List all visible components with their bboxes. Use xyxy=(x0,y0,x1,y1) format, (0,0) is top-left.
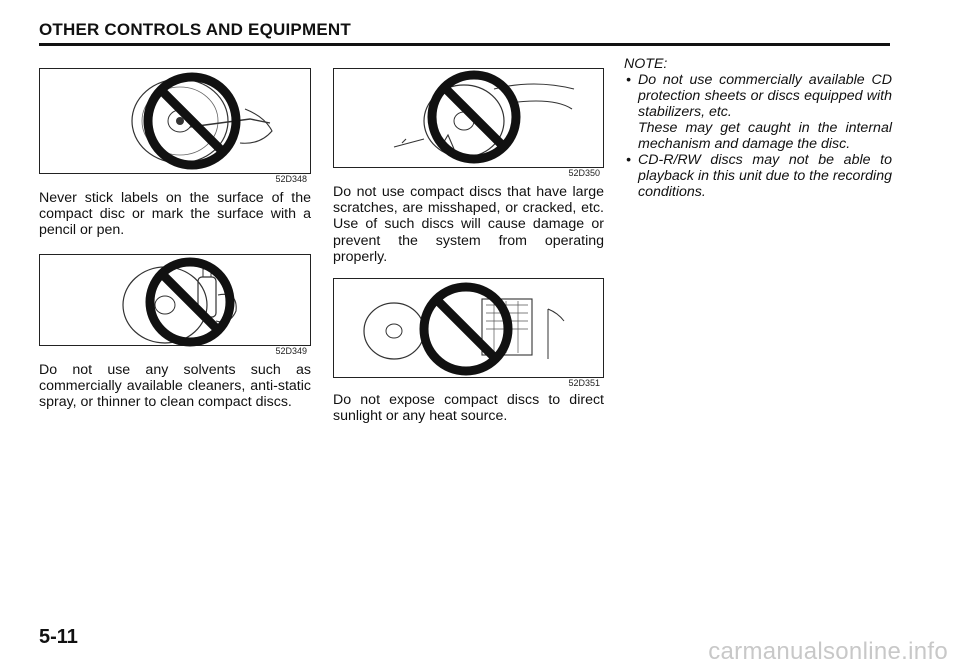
note-item xyxy=(624,152,892,200)
figure-damaged-disc xyxy=(333,68,604,178)
figure-heat-exposure xyxy=(333,278,604,389)
disc-marking-illustration xyxy=(40,69,312,175)
column-left xyxy=(39,68,311,410)
figure-code: 52D349 xyxy=(275,345,307,356)
damaged-disc-illustration xyxy=(334,69,605,169)
paragraph-heat: Do not expose compact discs to direct sunlight or any heat source. xyxy=(333,392,604,425)
page-number: 5-11 xyxy=(39,626,78,648)
column-middle xyxy=(333,68,604,424)
figure-code: 52D348 xyxy=(275,174,307,184)
note-item-text: CD-R/RW discs may not be able to playback in this unit due to the recording conditions. xyxy=(638,152,892,200)
note-list xyxy=(624,72,892,200)
paragraph-no-solvents: Do not use any solvents such as commercially available cleaners, anti-static spray, or thinner to clean compact discs. xyxy=(39,361,311,411)
paragraph-damaged-discs: Do not use compact discs that have large scratches, are misshaped, or cracked, etc. Use of such discs will cause damage or prevent the system from operating properly. xyxy=(333,184,604,265)
page-header-title: OTHER CONTROLS AND EQUIPMENT xyxy=(39,20,351,39)
watermark: carmanualsonline.info xyxy=(708,638,948,665)
header-rule xyxy=(39,43,890,46)
heat-exposure-illustration xyxy=(334,279,605,379)
paragraph-no-labels: Never stick labels on the surface of the compact disc or mark the surface with a pencil or pen. xyxy=(39,190,311,239)
figure-code: 52D350 xyxy=(568,168,600,178)
note-title: NOTE: xyxy=(624,56,668,72)
note-item-text: Do not use commercially available CD protection sheets or discs equipped with stabilizers, etc. xyxy=(638,72,892,120)
note-block xyxy=(624,56,892,200)
figure-no-labels-on-disc xyxy=(39,68,311,184)
note-item xyxy=(624,72,892,152)
figure-code: 52D351 xyxy=(568,378,600,389)
figure-no-solvents xyxy=(39,254,311,356)
solvent-illustration xyxy=(40,255,312,347)
note-item-subtext: These may get caught in the internal mechanism and damage the disc. xyxy=(638,120,892,152)
